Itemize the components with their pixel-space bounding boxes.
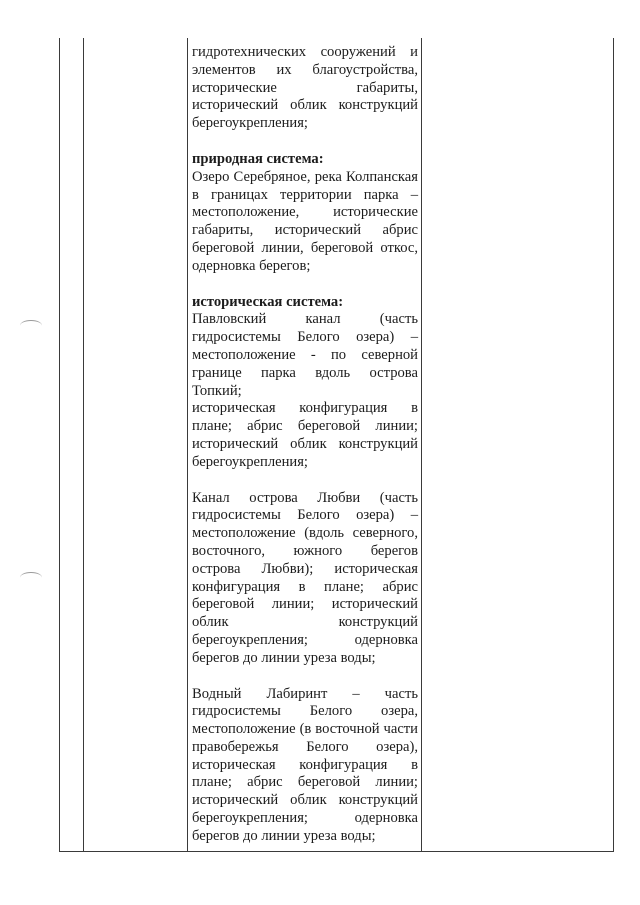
table-column-divider-1 [83, 38, 84, 852]
table-text-cell [192, 44, 418, 846]
punch-hole-mark-top [20, 320, 42, 331]
paragraph-water-labyrinth: Водный Лабиринт – часть гидросистемы Белого озера, местоположение (в восточной части правобережья Белого озера), историческая конфигурация в плане; абрис береговой линии; исторический облик конструкций берегоукрепления; одерновка берегов до линии уреза воды; [192, 685, 418, 844]
table-column-divider-2 [187, 38, 188, 852]
table-border-right [613, 38, 614, 852]
paragraph-natural-system: Озеро Серебряное, река Колпанская в границах территории парка – местоположение, исторические габариты, исторический абрис береговой линии, береговой откос, одерновка берегов; [192, 168, 418, 274]
table-column-divider-3 [421, 38, 422, 852]
paragraph-structures: гидротехнических сооружений и элементов их благоустройства, исторические габариты, исторический облик конструкций берегоукрепления; [192, 44, 418, 132]
paragraph-love-island-canal: Канал острова Любви (часть гидросистемы Белого озера) – местоположение (вдоль северного, восточного, южного берегов острова Любви); историческая конфигурация в плане; абрис береговой линии; исторический облик конструкций берегоукрепления; одерновка берегов до линии уреза воды; [192, 489, 418, 666]
table-border-left [59, 38, 60, 852]
heading-natural-system: природная система: [192, 150, 324, 167]
punch-hole-mark-bottom [20, 572, 42, 583]
paragraph-pavlovsky-canal-features: историческая конфигурация в плане; абрис береговой линии; исторический облик конструкций берегоукрепления; [192, 400, 418, 470]
table-bottom-border [59, 851, 614, 852]
paragraph-pavlovsky-canal: Павловский канал (часть гидросистемы Белого озера) – местоположение - по северной границе парка вдоль острова Топкий; [192, 311, 418, 399]
heading-historical-system: историческая система: [192, 293, 344, 310]
